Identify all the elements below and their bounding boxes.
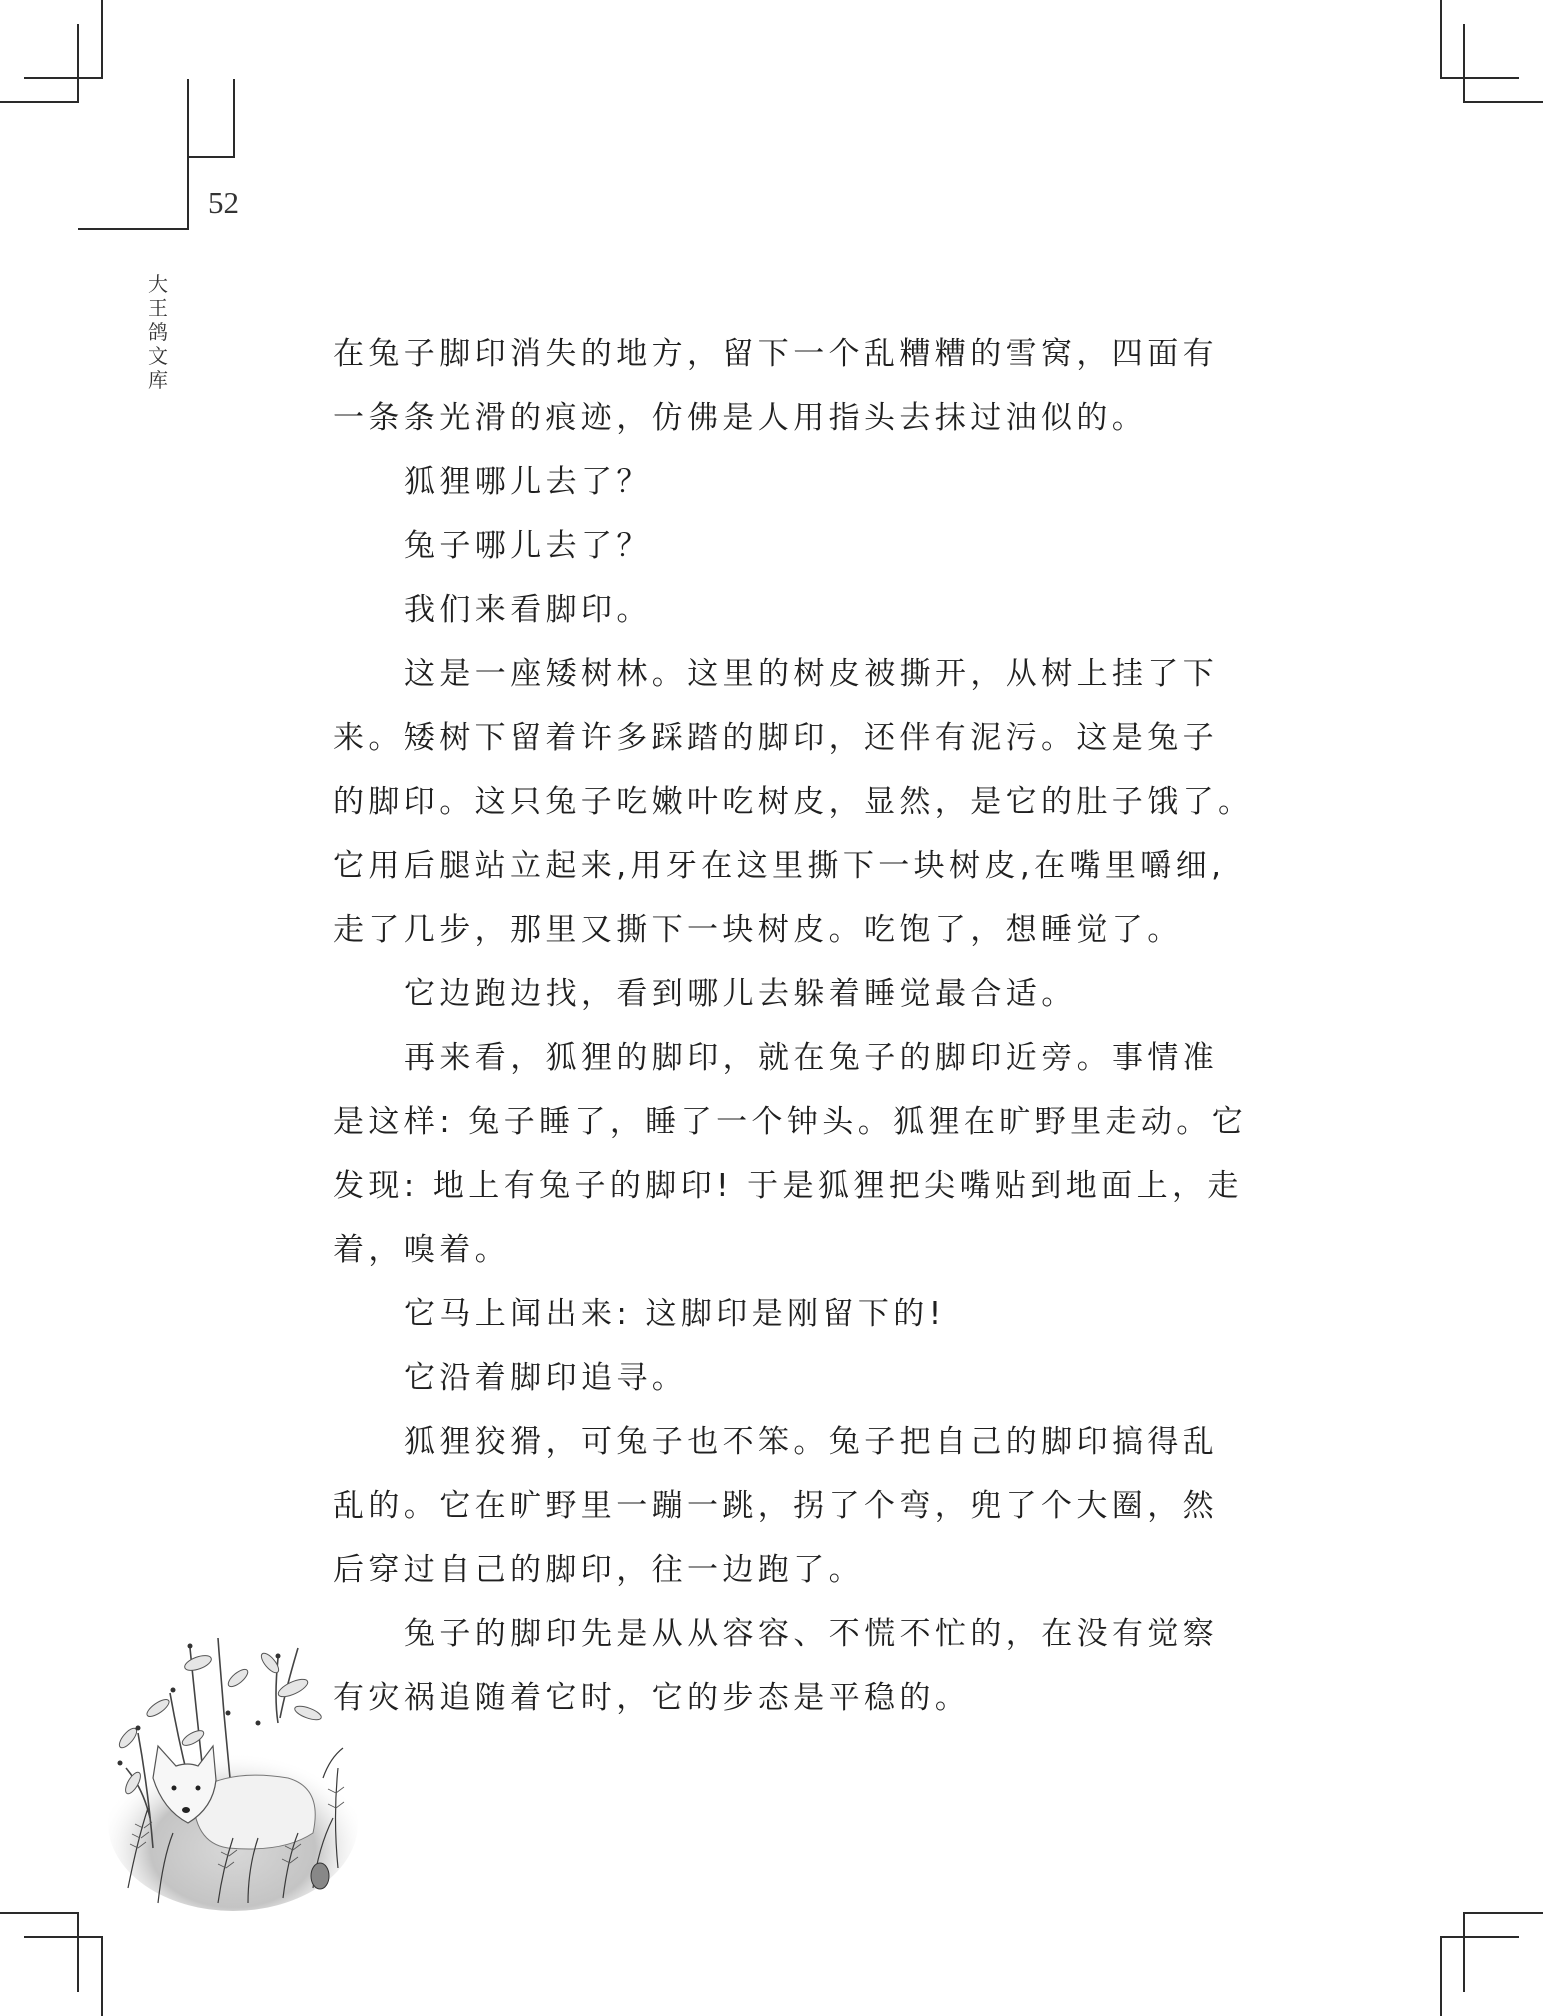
crop-mark-bottom-left-outer-vertical: [101, 1936, 103, 2016]
text-line: 乱的。它在旷野里一蹦一跳，拐了个弯，兜了个大圈，然: [333, 1488, 1218, 1524]
crop-mark-top-right-outer-vertical: [1440, 0, 1442, 79]
text-line: 狐狸狡猾，可兔子也不笨。兔子把自己的脚印搞得乱: [404, 1424, 1219, 1460]
text-line: 着，嗅着。: [333, 1232, 510, 1268]
crop-mark-top-right-inner-horizontal: [1463, 101, 1543, 103]
series-title: [146, 272, 170, 392]
crop-mark-bottom-right-outer-vertical: [1440, 1936, 1442, 2016]
text-line: 是这样: 兔子睡了，睡了一个钟头。狐狸在旷野里走动。它: [333, 1104, 1248, 1140]
body-text: [333, 322, 1254, 1730]
folio-frame-short-vertical: [233, 79, 235, 158]
crop-mark-top-left-outer-horizontal: [24, 77, 103, 79]
crop-mark-top-left-inner-vertical: [77, 24, 79, 103]
folio-frame-long-horizontal: [78, 228, 189, 230]
text-line: 它边跑边找，看到哪儿去躲着睡觉最合适。: [404, 976, 1077, 1012]
crop-mark-top-left-inner-horizontal: [0, 101, 79, 103]
text-line: 走了几步，那里又撕下一块树皮。吃饱了，想睡觉了。: [333, 912, 1183, 948]
text-line: 来。矮树下留着许多踩踏的脚印，还伴有泥污。这是兔子: [333, 720, 1218, 756]
text-line: 有灾祸追随着它时，它的步态是平稳的。: [333, 1680, 971, 1716]
text-line: 它沿着脚印追寻。: [404, 1360, 688, 1396]
text-line: 我们来看脚印。: [404, 592, 652, 628]
crop-mark-top-left-outer-vertical: [101, 0, 103, 79]
crop-mark-bottom-left-inner-vertical: [77, 1912, 79, 1992]
crop-mark-top-right-inner-vertical: [1463, 24, 1465, 103]
crop-mark-bottom-right-inner-horizontal: [1463, 1912, 1543, 1914]
series-title-char: 库: [148, 368, 168, 392]
crop-mark-bottom-left-inner-horizontal: [0, 1912, 79, 1914]
text-line: 它马上闻出来: 这脚印是刚留下的!: [404, 1296, 946, 1332]
text-line: 它用后腿站立起来,用牙在这里撕下一块树皮,在嘴里嚼细,: [333, 848, 1226, 884]
text-line: 兔子的脚印先是从从容容、不慌不忙的，在没有觉察: [404, 1616, 1219, 1652]
crop-mark-top-right-outer-horizontal: [1440, 77, 1519, 79]
crop-mark-bottom-right-inner-vertical: [1463, 1912, 1465, 1992]
series-title-char: 鸽: [148, 320, 168, 344]
text-line: 后穿过自己的脚印，往一边跑了。: [333, 1552, 864, 1588]
crop-mark-bottom-left-outer-horizontal: [24, 1936, 103, 1938]
text-line: 再来看，狐狸的脚印，就在兔子的脚印近旁。事情准: [404, 1040, 1219, 1076]
text-line: 兔子哪儿去了？: [404, 528, 652, 564]
text-line: 一条条光滑的痕迹，仿佛是人用指头去抹过油似的。: [333, 400, 1148, 436]
folio-frame-short-horizontal: [187, 156, 235, 158]
text-line: 这是一座矮树林。这里的树皮被撕开，从树上挂了下: [404, 656, 1219, 692]
series-title-char: 文: [148, 344, 168, 368]
crop-mark-bottom-right-outer-horizontal: [1440, 1936, 1519, 1938]
folio-frame-long-vertical: [187, 79, 189, 230]
text-line: 在兔子脚印消失的地方，留下一个乱糟糟的雪窝，四面有: [333, 336, 1218, 372]
fox-illustration: [98, 1618, 360, 1914]
text-line: 的脚印。这只兔子吃嫩叶吃树皮，显然，是它的肚子饿了。: [333, 784, 1254, 820]
page-number: 52: [208, 185, 239, 220]
text-line: 发现: 地上有兔子的脚印! 于是狐狸把尖嘴贴到地面上，走: [333, 1168, 1243, 1204]
text-line: 狐狸哪儿去了？: [404, 464, 652, 500]
series-title-char: 王: [148, 296, 168, 320]
series-title-char: 大: [148, 272, 168, 296]
